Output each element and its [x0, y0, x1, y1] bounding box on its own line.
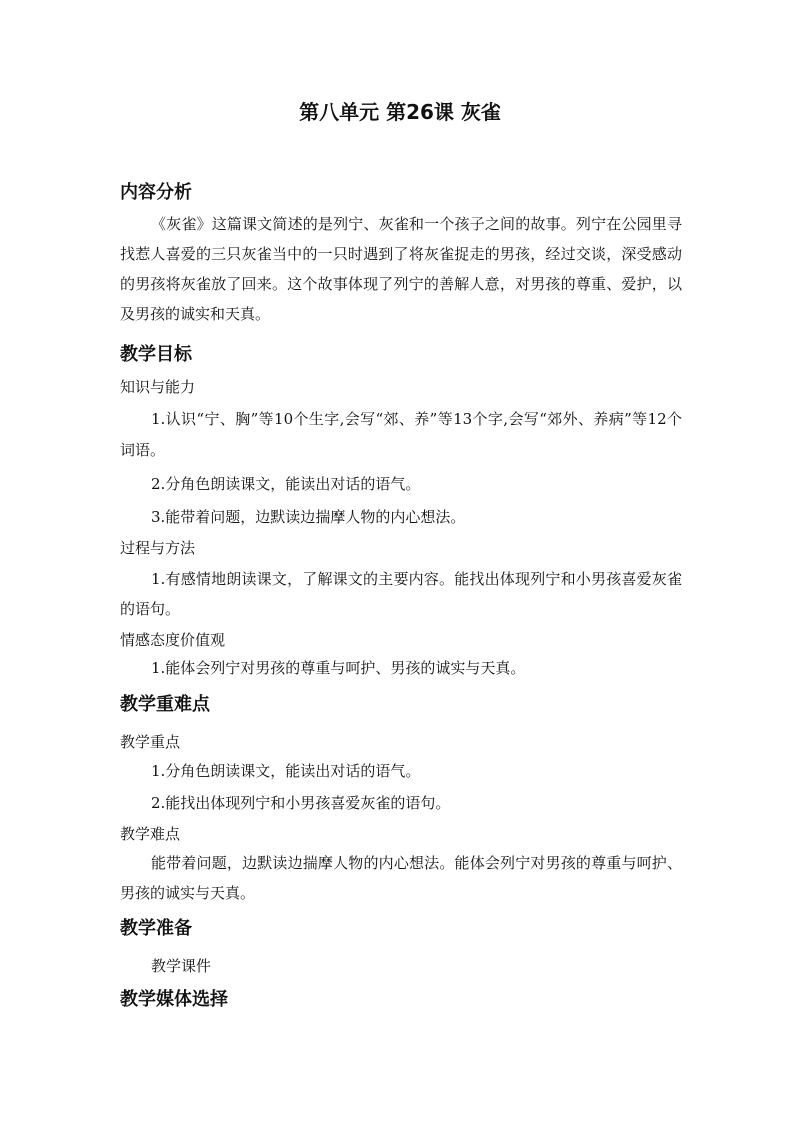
- preparation-text: 教学课件: [151, 957, 212, 975]
- section-heading-media: 教学媒体选择: [120, 989, 228, 1010]
- subheading-knowledge: 知识与能力: [120, 378, 196, 396]
- document-title: 第八单元 第26课 灰雀: [299, 100, 501, 124]
- process-item-1: 1.有感情地朗读课文，了解课文的主要内容。能找出体现列宁和小男孩喜爱灰雀的语句。: [120, 570, 682, 618]
- knowledge-item-3: 3.能带着问题，边默读边揣摩人物的内心想法。: [151, 508, 466, 526]
- section-heading-content-analysis: 内容分析: [120, 182, 192, 203]
- subheading-process: 过程与方法: [120, 539, 196, 557]
- subheading-attitude: 情感态度价值观: [120, 631, 226, 649]
- section-heading-key-points: 教学重难点: [120, 694, 210, 715]
- subheading-difficulty: 教学难点: [120, 825, 181, 843]
- difficulty-paragraph: 能带着问题，边默读边揣摩人物的内心想法。能体会列宁对男孩的尊重与呵护、男孩的诚实与天真。: [120, 854, 682, 902]
- section-heading-objectives: 教学目标: [120, 344, 192, 365]
- attitude-item-1: 1.能体会列宁对男孩的尊重与呵护、男孩的诚实与天真。: [151, 659, 526, 677]
- focus-item-2: 2.能找出体现列宁和小男孩喜爱灰雀的语句。: [151, 794, 451, 812]
- focus-item-1: 1.分角色朗读课文，能读出对话的语气。: [151, 762, 421, 780]
- subheading-focus: 教学重点: [120, 733, 181, 751]
- section-heading-preparation: 教学准备: [120, 918, 192, 939]
- content-analysis-paragraph: 《灰雀》这篇课文简述的是列宁、灰雀和一个孩子之间的故事。列宁在公园里寻找惹人喜爱的三只灰雀当中的一只时遇到了将灰雀捉走的男孩，经过交谈，深受感动的男孩将灰雀放了回来。这个故事体现了列宁的善解人意，对男孩的尊重、爱护，以及男孩的诚实和天真。: [120, 215, 682, 323]
- knowledge-item-1: 1.认识“宁、胸”等10个生字,会写“郊、养”等13个字,会写“郊外、养病”等12个词语。: [120, 410, 682, 459]
- knowledge-item-2: 2.分角色朗读课文，能读出对话的语气。: [151, 475, 421, 493]
